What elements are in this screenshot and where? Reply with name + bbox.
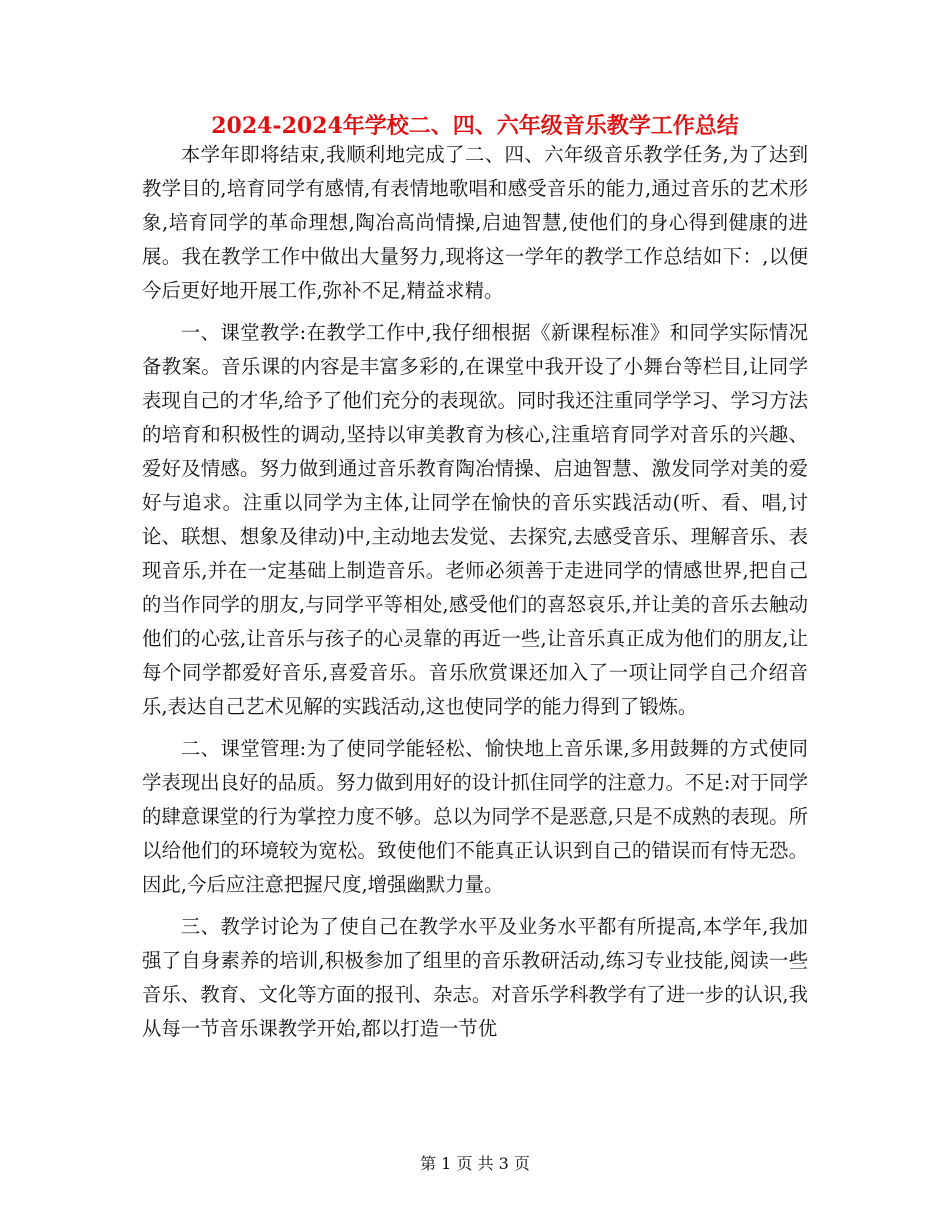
- paragraph-intro: 本学年即将结束,我顺利地完成了二、四、六年级音乐教学任务,为了达到教学目的,培育同学有感情,有表情地歌唱和感受音乐的能力,通过音乐的艺术形象,培育同学的革命理想,陶冶高尚情操,启迪智慧,使他们的身心得到健康的进展。我在教学工作中做出大量努力,现将这一学年的教学工作总结如下：,以便今后更好地开展工作,弥补不足,精益求精。: [142, 143, 808, 302]
- document-title: 2024-2024年学校二、四、六年级音乐教学工作总结: [211, 113, 739, 139]
- paragraph-teaching-research: 三、教学讨论为了使自己在教学水平及业务水平都有所提高,本学年,我加强了自身素养的培训,积极参加了组里的音乐教研活动,练习专业技能,阅读一些音乐、教育、文化等方面的报刊、杂志。对音乐学科教学有了进一步的认识,我从每一节音乐课教学开始,都以打造一节优: [142, 915, 808, 1040]
- paragraph-classroom-management: 二、课堂管理:为了使同学能轻松、愉快地上音乐课,多用鼓舞的方式使同学表现出良好的品质。努力做到用好的设计抓住同学的注意力。不足:对于同学的肆意课堂的行为掌控力度不够。总以为同学不是恶意,只是不成熟的表现。所以给他们的环境较为宽松。致使他们不能真正认识到自己的错误而有恃无恐。因此,今后应注意把握尺度,增强幽默力量。: [142, 737, 808, 896]
- paragraph-classroom-teaching: 一、课堂教学:在教学工作中,我仔细根据《新课程标准》和同学实际情况备教案。音乐课的内容是丰富多彩的,在课堂中我开设了小舞台等栏目,让同学表现自己的才华,给予了他们充分的表现欲。同时我还注重同学学习、学习方法的培育和积极性的调动,坚持以审美教育为核心,注重培育同学对音乐的兴趣、爱好及情感。努力做到通过音乐教育陶冶情操、启迪智慧、激发同学对美的爱好与追求。注重以同学为主体,让同学在愉快的音乐实践活动(听、看、唱,讨论、联想、想象及律动)中,主动地去发觉、去探究,去感受音乐、理解音乐、表现音乐,并在一定基础上制造音乐。老师必须善于走进同学的情感世界,把自己的当作同学的朋友,与同学平等相处,感受他们的喜怒哀乐,并让美的音乐去触动他们的心弦,让音乐与孩子的心灵靠的再近一些,让音乐真正成为他们的朋友,让每个同学都爱好音乐,喜爱音乐。音乐欣赏课还加入了一项让同学自己介绍音乐,表达自己艺术见解的实践活动,这也使同学的能力得到了锻炼。: [142, 321, 808, 718]
- page-number-footer: 第 1 页 共 3 页: [420, 1154, 530, 1173]
- document-body: [142, 138, 808, 1046]
